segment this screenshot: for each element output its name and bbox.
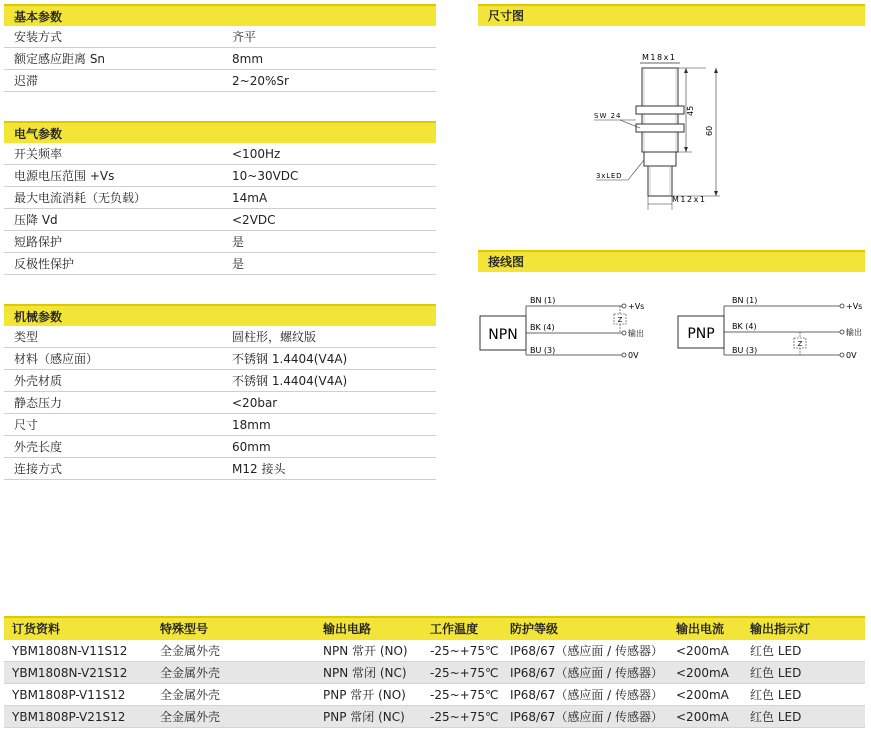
pnp-0v-terminal [840, 353, 844, 357]
cell-current: <200mA [676, 710, 729, 724]
cell-special: 全金属外壳 [160, 644, 221, 658]
spec-row [4, 348, 436, 370]
mechanical-params-section [4, 304, 436, 480]
sw24-label: SW 24 [594, 112, 622, 120]
spec-key: 材料（感应面） [14, 352, 99, 366]
pnp-vs-label: +Vs [846, 302, 863, 311]
npn-wiring-diagram [478, 292, 678, 366]
spec-row [4, 165, 436, 187]
npn-0v-label: 0V [628, 351, 639, 360]
cell-protection: IP68/67（感应面 / 传感器） [510, 688, 664, 702]
col-header-indicator: 输出指示灯 [750, 622, 811, 636]
spec-row [4, 209, 436, 231]
pnp-vs-terminal [840, 304, 844, 308]
dim-45-label: 45 [686, 105, 695, 116]
cell-model: YBM1808P-V21S12 [12, 710, 126, 724]
cell-model: YBM1808P-V11S12 [12, 688, 126, 702]
electrical-params-section [4, 121, 436, 275]
npn-vs-label: +Vs [628, 302, 645, 311]
spec-key: 额定感应距离 Sn [14, 52, 106, 66]
spec-row [4, 70, 436, 92]
m12-connector [648, 166, 672, 196]
table-row [4, 640, 865, 662]
spec-row [4, 370, 436, 392]
cell-current: <200mA [676, 666, 729, 680]
cell-indicator: 红色 LED [750, 688, 802, 702]
col-header-output: 输出电路 [323, 622, 372, 636]
table-row [4, 684, 865, 706]
m12-label: M12x1 [672, 195, 707, 204]
spec-row [4, 26, 436, 48]
col-header-protection: 防护等级 [510, 622, 559, 636]
spec-value: 不锈钢 1.4404(V4A) [232, 374, 348, 388]
spec-row [4, 253, 436, 275]
cell-protection: IP68/67（感应面 / 传感器） [510, 710, 664, 724]
spec-key: 迟滞 [14, 74, 39, 88]
pnp-0v-label: 0V [846, 351, 857, 360]
spec-row [4, 392, 436, 414]
spec-value: 不锈钢 1.4404(V4A) [232, 352, 348, 366]
spec-value: 齐平 [232, 30, 257, 44]
order-table [4, 616, 865, 728]
dim-60-label: 60 [705, 125, 714, 136]
spec-value: 18mm [232, 418, 271, 432]
npn-vs-terminal [622, 304, 626, 308]
cell-special: 全金属外壳 [160, 710, 221, 724]
pnp-out-label: 输出 [846, 328, 862, 337]
hex-nut-top [636, 106, 684, 114]
basic-params-section [4, 4, 436, 92]
spec-key: 连接方式 [14, 462, 63, 476]
spec-key: 开关频率 [14, 147, 63, 161]
npn-0v-terminal [622, 353, 626, 357]
cell-current: <200mA [676, 644, 729, 658]
cell-indicator: 红色 LED [750, 666, 802, 680]
cell-temp: -25~+75℃ [430, 710, 499, 724]
spec-row [4, 143, 436, 165]
spec-row [4, 48, 436, 70]
spec-value: M12 接头 [232, 462, 286, 476]
npn-label: NPN [488, 327, 518, 343]
cell-output: NPN 常闭 (NC) [323, 666, 407, 680]
pnp-label: PNP [687, 326, 715, 342]
spec-value: 是 [232, 235, 245, 249]
col-header-special: 特殊型号 [160, 622, 209, 636]
pnp-bn-label: BN (1) [732, 296, 758, 305]
spec-value: 是 [232, 257, 245, 271]
dimension-drawing [580, 48, 740, 218]
cell-model: YBM1808N-V11S12 [12, 644, 128, 658]
spec-row [4, 458, 436, 480]
spec-value: 8mm [232, 52, 264, 66]
spec-value: 60mm [232, 440, 271, 454]
pnp-out-terminal [840, 330, 844, 334]
spec-value: <20bar [232, 396, 278, 410]
spec-key: 最大电流消耗（无负载） [14, 191, 147, 205]
pnp-bu-label: BU (3) [732, 346, 758, 355]
npn-bk-label: BK (4) [530, 323, 555, 332]
col-header-temp: 工作温度 [430, 622, 479, 636]
cell-output: PNP 常开 (NO) [323, 688, 406, 702]
wiring-diagram-title: 接线图 [478, 250, 865, 272]
cell-indicator: 红色 LED [750, 710, 802, 724]
hex-nut-bottom [636, 124, 684, 132]
pnp-wiring-diagram [676, 292, 870, 366]
cell-temp: -25~+75℃ [430, 688, 499, 702]
cell-current: <200mA [676, 688, 729, 702]
spec-value: 10~30VDC [232, 169, 299, 183]
basic-params-title: 基本参数 [4, 4, 436, 26]
spec-row [4, 436, 436, 458]
cell-special: 全金属外壳 [160, 688, 221, 702]
col-header-current: 输出电流 [676, 622, 725, 636]
dimension-drawing-title: 尺寸图 [478, 4, 865, 26]
cell-output: PNP 常闭 (NC) [323, 710, 405, 724]
electrical-params-title: 电气参数 [4, 121, 436, 143]
cell-special: 全金属外壳 [160, 666, 221, 680]
order-table-header [4, 616, 865, 640]
cell-model: YBM1808N-V21S12 [12, 666, 128, 680]
spec-key: 类型 [14, 330, 39, 344]
npn-bn-label: BN (1) [530, 296, 556, 305]
spec-key: 压降 Vd [14, 213, 58, 227]
mechanical-params-title: 机械参数 [4, 304, 436, 326]
m18-label: M18x1 [642, 53, 677, 62]
col-header-order: 订货资料 [12, 622, 61, 636]
spec-key: 尺寸 [14, 418, 39, 432]
cell-protection: IP68/67（感应面 / 传感器） [510, 666, 664, 680]
cell-temp: -25~+75℃ [430, 666, 499, 680]
led-ring [644, 152, 676, 166]
spec-row [4, 231, 436, 253]
spec-value: 14mA [232, 191, 268, 205]
cell-indicator: 红色 LED [750, 644, 802, 658]
npn-bu-label: BU (3) [530, 346, 556, 355]
table-row [4, 706, 865, 728]
npn-z-label: Z [617, 316, 623, 324]
spec-value: <100Hz [232, 147, 281, 161]
npn-out-terminal [622, 331, 626, 335]
spec-key: 外壳长度 [14, 440, 63, 454]
spec-value: <2VDC [232, 213, 276, 227]
spec-row [4, 326, 436, 348]
spec-key: 短路保护 [14, 235, 63, 249]
spec-key: 安装方式 [14, 30, 63, 44]
spec-value: 圆柱形，螺纹版 [232, 330, 317, 344]
spec-value: 2~20%Sr [232, 74, 289, 88]
cell-temp: -25~+75℃ [430, 644, 499, 658]
pnp-bk-label: BK (4) [732, 322, 757, 331]
table-row [4, 662, 865, 684]
cell-output: NPN 常开 (NO) [323, 644, 408, 658]
spec-key: 静态压力 [14, 396, 63, 410]
spec-key: 电源电压范围 +Vs [14, 169, 115, 183]
spec-key: 外壳材质 [14, 374, 63, 388]
npn-out-label: 输出 [628, 329, 644, 338]
cell-protection: IP68/67（感应面 / 传感器） [510, 644, 664, 658]
spec-row [4, 187, 436, 209]
spec-row [4, 414, 436, 436]
led-label: 3xLED [596, 172, 623, 180]
pnp-z-label: Z [797, 340, 803, 348]
spec-key: 反极性保护 [14, 257, 75, 271]
